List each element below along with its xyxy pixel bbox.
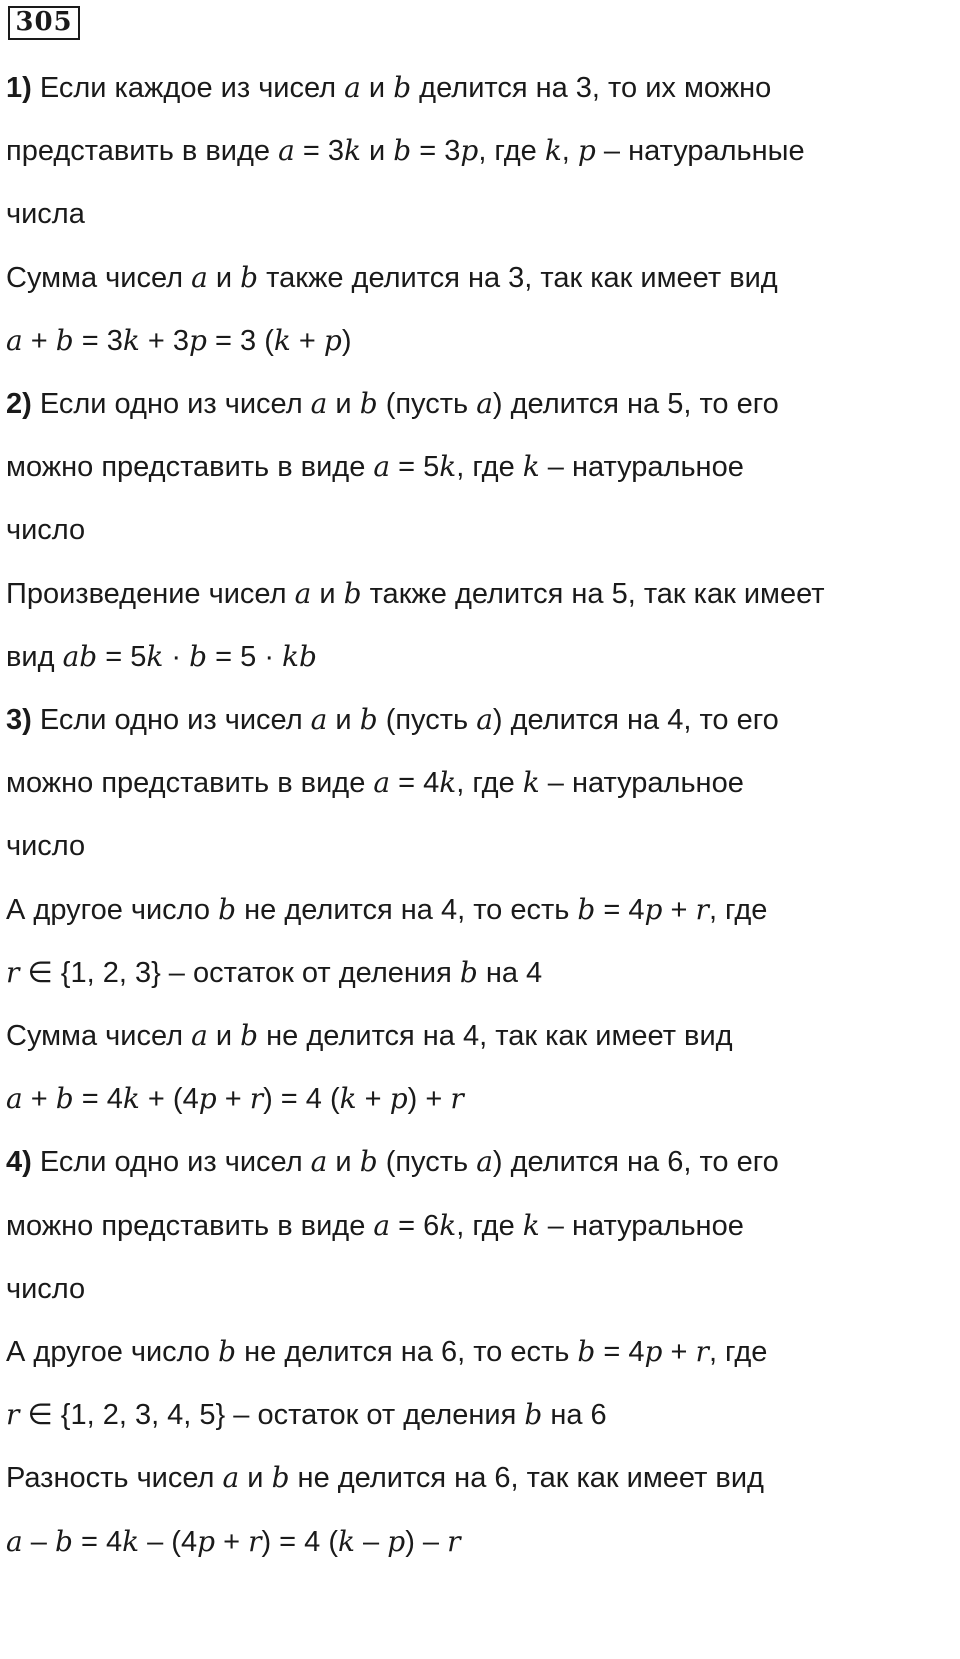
- text-line: [6, 1142, 779, 1182]
- text-run: Если одно из чисел: [31, 1146, 311, 1178]
- text-run: = 4: [73, 1083, 123, 1115]
- math-variable: a: [278, 134, 295, 167]
- text-run: = 6: [390, 1210, 440, 1242]
- text-line: [6, 953, 542, 993]
- text-line: [6, 194, 85, 234]
- text-line: [6, 258, 778, 298]
- math-variable: a: [191, 1019, 208, 1052]
- text-run: , где: [708, 894, 768, 926]
- math-variable: p: [577, 134, 596, 167]
- text-line: [6, 637, 317, 677]
- text-line: [6, 1332, 767, 1372]
- text-run: можно представить в виде: [6, 767, 374, 799]
- math-variable: p: [197, 1525, 216, 1558]
- text-run: +: [22, 1083, 56, 1115]
- text-run: = 3: [73, 325, 123, 357]
- text-line: [6, 1522, 460, 1562]
- math-variable: b: [359, 1145, 378, 1178]
- text-run: ) делится на 5, то его: [492, 388, 779, 420]
- math-variable: b: [240, 1019, 259, 1052]
- text-line: [6, 1458, 764, 1498]
- math-variable: a: [344, 71, 361, 104]
- text-run: ) +: [407, 1083, 451, 1115]
- text-run: = 5: [390, 451, 440, 483]
- math-variable: a: [310, 1145, 328, 1178]
- text-run: –: [22, 1526, 55, 1558]
- item-number: 4): [6, 1146, 32, 1178]
- text-run: ) = 4 (: [261, 1526, 339, 1558]
- text-run: +: [290, 325, 324, 357]
- math-variable: a: [222, 1461, 240, 1494]
- math-variable: p: [198, 1082, 217, 1115]
- math-variable: a: [476, 703, 493, 736]
- text-run: +: [662, 1336, 696, 1368]
- text-run: ) делится на 4, то его: [492, 704, 779, 736]
- math-variable: b: [218, 893, 237, 926]
- text-run: и: [239, 1462, 272, 1494]
- text-run: Если каждое из чисел: [31, 72, 345, 104]
- text-run: – натуральное: [539, 767, 744, 799]
- math-variable: k: [522, 450, 540, 483]
- math-variable: b: [577, 1335, 596, 1368]
- text-run: +: [356, 1083, 390, 1115]
- text-run: = 3: [294, 135, 344, 167]
- text-line: [6, 826, 85, 866]
- math-variable: p: [387, 1525, 406, 1558]
- text-line: [6, 447, 744, 487]
- text-run: А другое число: [6, 894, 219, 926]
- text-run: также делится на 5, так как имеет: [361, 578, 825, 610]
- math-variable: p: [644, 893, 663, 926]
- text-run: на 4: [477, 957, 543, 989]
- text-run: ·: [163, 641, 190, 673]
- math-variable: r: [447, 1525, 461, 1558]
- math-variable: k: [439, 450, 457, 483]
- math-variable: b: [271, 1461, 290, 1494]
- math-variable: p: [323, 324, 342, 357]
- text-run: , где: [708, 1336, 768, 1368]
- text-run: (пусть: [377, 388, 477, 420]
- text-run: и: [207, 1020, 241, 1052]
- text-run: = 3: [411, 135, 461, 167]
- text-run: = 4: [390, 767, 440, 799]
- math-variable: k: [343, 134, 361, 167]
- text-run: , где: [456, 767, 523, 799]
- math-variable: k: [522, 766, 540, 799]
- text-run: не делится на 4, то есть: [236, 894, 578, 926]
- math-variable: p: [644, 1335, 663, 1368]
- text-run: не делится на 6, то есть: [236, 1336, 578, 1368]
- text-line: [6, 1395, 607, 1435]
- text-run: и: [327, 388, 360, 420]
- text-run: ∈ {1, 2, 3} – остаток от деления: [19, 957, 460, 989]
- text-run: числа: [6, 198, 85, 230]
- text-run: (пусть: [377, 1146, 477, 1178]
- text-line: [6, 384, 779, 424]
- text-run: и: [360, 72, 394, 104]
- math-variable: b: [240, 261, 259, 294]
- math-variable: ab: [62, 640, 98, 673]
- text-run: число: [6, 514, 86, 546]
- math-variable: p: [389, 1082, 408, 1115]
- text-run: не делится на 6, так как имеет вид: [289, 1462, 764, 1494]
- text-run: = 4: [72, 1526, 123, 1558]
- text-run: и: [311, 578, 344, 610]
- math-variable: a: [476, 1145, 493, 1178]
- text-run: ) = 4 (: [263, 1083, 340, 1115]
- text-run: ): [341, 325, 352, 357]
- text-run: = 4: [595, 894, 645, 926]
- math-variable: b: [54, 1525, 73, 1558]
- math-variable: r: [6, 956, 20, 989]
- text-run: ) –: [405, 1526, 448, 1558]
- math-variable: k: [522, 1209, 540, 1242]
- math-variable: b: [459, 956, 478, 989]
- text-run: Сумма чисел: [6, 1020, 192, 1052]
- math-variable: k: [146, 640, 164, 673]
- text-line: [6, 890, 767, 930]
- math-variable: r: [450, 1082, 464, 1115]
- text-line: [6, 574, 825, 614]
- text-run: (пусть: [377, 704, 477, 736]
- text-run: на 6: [542, 1399, 607, 1431]
- text-run: ∈ {1, 2, 3, 4, 5} – остаток от деления: [19, 1399, 525, 1431]
- item-number: 1): [6, 72, 32, 104]
- math-variable: k: [544, 134, 562, 167]
- text-run: = 5: [97, 641, 147, 673]
- math-variable: a: [6, 1082, 23, 1115]
- text-run: = 4: [595, 1336, 645, 1368]
- math-variable: b: [359, 387, 378, 420]
- math-variable: a: [373, 766, 391, 799]
- text-line: [6, 131, 805, 171]
- math-variable: b: [577, 893, 596, 926]
- text-run: + (4: [139, 1083, 199, 1115]
- text-run: и: [207, 262, 241, 294]
- math-variable: r: [6, 1398, 20, 1431]
- math-variable: b: [524, 1398, 543, 1431]
- text-line: [6, 1079, 464, 1119]
- text-run: ,: [561, 135, 578, 167]
- text-run: число: [6, 1273, 86, 1305]
- math-variable: k: [439, 766, 457, 799]
- math-variable: a: [373, 450, 391, 483]
- text-run: +: [216, 1083, 250, 1115]
- math-variable: r: [248, 1525, 262, 1558]
- text-run: +: [215, 1526, 249, 1558]
- text-run: = 5 ·: [207, 641, 283, 673]
- text-run: число: [6, 830, 86, 862]
- math-variable: k: [339, 1082, 357, 1115]
- math-variable: b: [189, 640, 208, 673]
- text-run: можно представить в виде: [6, 1210, 374, 1242]
- math-variable: r: [695, 1335, 709, 1368]
- text-line: [6, 1206, 744, 1246]
- text-line: [6, 1016, 733, 1056]
- math-variable: k: [273, 324, 291, 357]
- text-run: вид: [6, 641, 63, 673]
- math-variable: b: [218, 1335, 237, 1368]
- math-variable: a: [476, 387, 493, 420]
- text-run: А другое число: [6, 1336, 219, 1368]
- text-run: + 3: [139, 325, 190, 357]
- math-variable: k: [122, 324, 140, 357]
- math-variable: b: [393, 134, 412, 167]
- text-run: , где: [478, 135, 545, 167]
- text-run: , где: [456, 451, 523, 483]
- math-variable: b: [359, 703, 378, 736]
- math-variable: p: [460, 134, 479, 167]
- text-run: и: [360, 135, 394, 167]
- math-variable: kb: [282, 640, 317, 673]
- math-variable: a: [191, 261, 208, 294]
- text-run: не делится на 4, так как имеет вид: [258, 1020, 733, 1052]
- text-run: и: [327, 704, 360, 736]
- text-run: также делится на 3, так как имеет вид: [258, 262, 778, 294]
- text-run: Сумма чисел: [6, 262, 192, 294]
- item-number: 3): [6, 704, 32, 736]
- text-run: представить в виде: [6, 135, 279, 167]
- math-variable: a: [6, 324, 23, 357]
- text-line: [6, 700, 779, 740]
- math-variable: b: [55, 1082, 74, 1115]
- text-run: Разность чисел: [6, 1462, 223, 1494]
- math-variable: k: [338, 1525, 355, 1558]
- text-line: [6, 1269, 85, 1309]
- math-variable: a: [310, 387, 328, 420]
- text-run: можно представить в виде: [6, 451, 374, 483]
- text-run: и: [327, 1146, 360, 1178]
- text-run: , где: [456, 1210, 523, 1242]
- math-variable: b: [343, 577, 362, 610]
- text-line: [6, 321, 352, 361]
- math-variable: p: [189, 324, 207, 357]
- text-run: делится на 3, то их можно: [411, 72, 772, 104]
- text-run: – натуральное: [539, 451, 744, 483]
- math-variable: r: [695, 893, 709, 926]
- math-variable: k: [439, 1209, 457, 1242]
- text-run: Если одно из чисел: [31, 388, 311, 420]
- math-variable: k: [122, 1082, 140, 1115]
- math-variable: b: [55, 324, 74, 357]
- text-run: +: [662, 894, 696, 926]
- text-run: – натуральное: [539, 1210, 744, 1242]
- text-run: Произведение чисел: [6, 578, 295, 610]
- text-line: [6, 763, 744, 803]
- math-variable: r: [249, 1082, 264, 1115]
- text-run: = 3 (: [206, 325, 274, 357]
- problem-number-box: 305: [8, 6, 80, 40]
- text-run: Если одно из чисел: [31, 704, 311, 736]
- math-variable: a: [373, 1209, 391, 1242]
- math-variable: a: [294, 577, 312, 610]
- math-variable: a: [310, 703, 328, 736]
- text-run: – натуральные: [595, 135, 805, 167]
- text-line: [6, 68, 771, 108]
- math-variable: b: [393, 71, 412, 104]
- text-line: [6, 510, 85, 550]
- math-variable: k: [122, 1525, 140, 1558]
- text-run: +: [22, 325, 56, 357]
- item-number: 2): [6, 388, 32, 420]
- text-run: – (4: [139, 1526, 198, 1558]
- text-run: ) делится на 6, то его: [492, 1146, 779, 1178]
- math-variable: a: [6, 1525, 23, 1558]
- text-run: –: [355, 1526, 388, 1558]
